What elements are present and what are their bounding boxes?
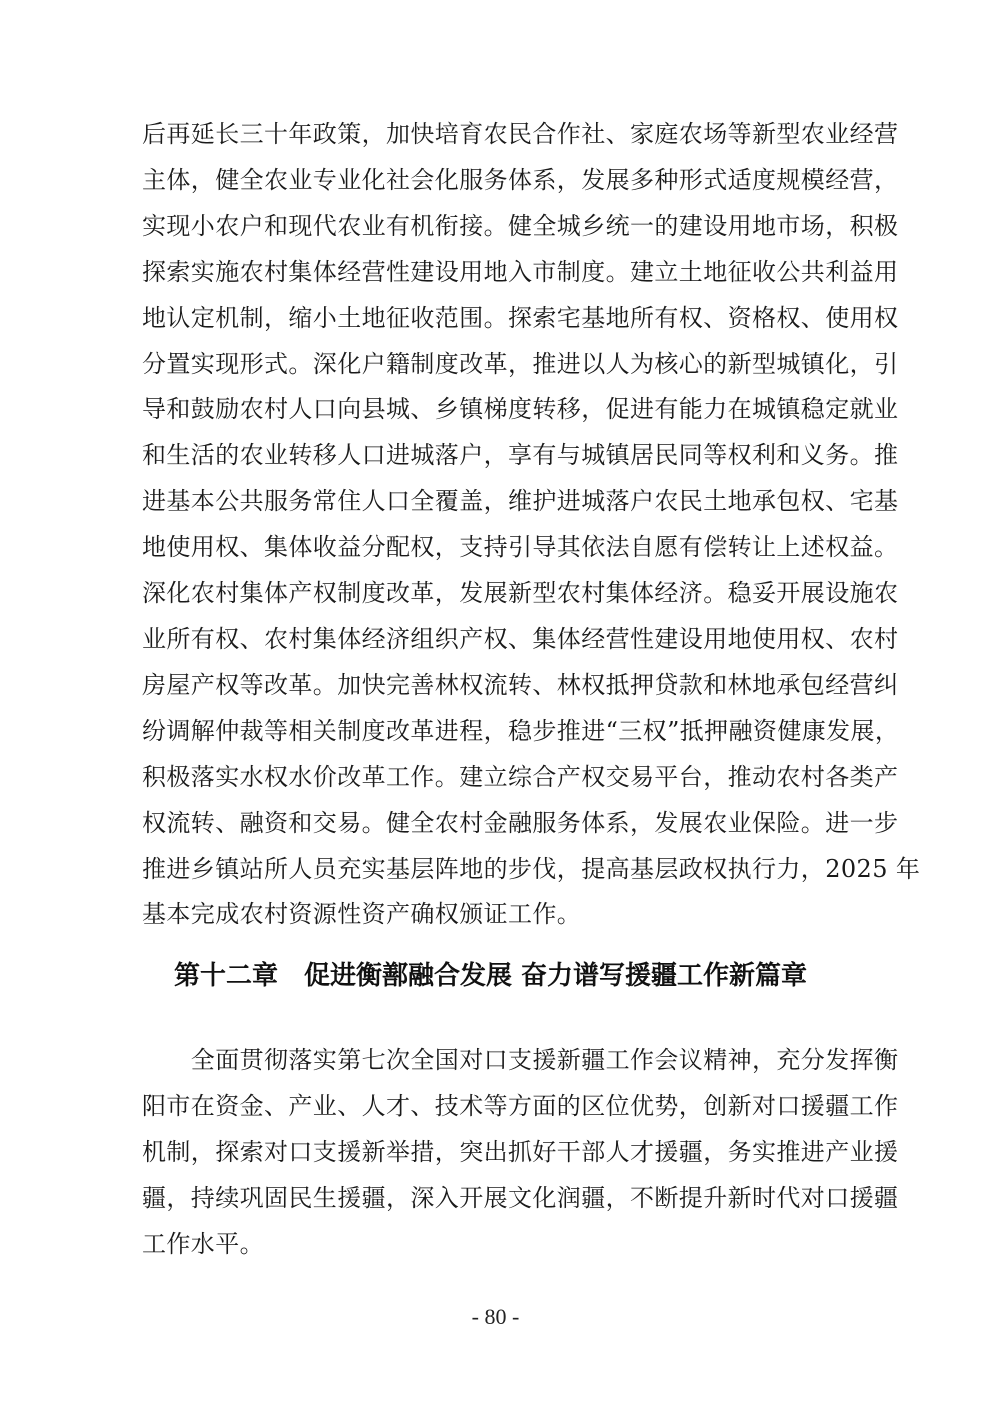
text-line: 实现小农户和现代农业有机衔接。健全城乡统一的建设用地市场，积极 <box>142 211 899 240</box>
text-line: 推进乡镇站所人员充实基层阵地的步伐，提高基层政权执行力，2025 年 <box>142 854 921 883</box>
text-line: 疆，持续巩固民生援疆，深入开展文化润疆，不断提升新时代对口援疆 <box>142 1183 899 1212</box>
text-line: 积极落实水权水价改革工作。建立综合产权交易平台，推动农村各类产 <box>142 762 899 791</box>
text-line: 阳市在资金、产业、人才、技术等方面的区位优势，创新对口援疆工作 <box>142 1091 899 1120</box>
text-line: 进基本公共服务常住人口全覆盖，维护进城落户农民土地承包权、宅基 <box>142 487 899 516</box>
paragraph-rural-reform <box>142 112 921 938</box>
text-line: 导和鼓励农村人口向县城、乡镇梯度转移，促进有能力在城镇稳定就业 <box>142 395 899 424</box>
text-line: 后再延长三十年政策，加快培育农民合作社、家庭农场等新型农业经营 <box>142 120 899 148</box>
text-line: 工作水平。 <box>142 1229 264 1258</box>
chapter-heading: 第十二章 促进衡鄯融合发展 奋力谱写援疆工作新篇章 <box>174 961 808 991</box>
text-line: 探索实施农村集体经营性建设用地入市制度。建立土地征收公共利益用 <box>142 257 899 286</box>
text-line: 房屋产权等改革。加快完善林权流转、林权抵押贷款和林地承包经营纠 <box>142 670 899 699</box>
text-line: 地使用权、集体收益分配权，支持引导其依法自愿有偿转让上述权益。 <box>142 533 899 562</box>
paragraph-xinjiang-aid <box>142 1038 899 1268</box>
text-line: 纷调解仲裁等相关制度改革进程，稳步推进“三权”抵押融资健康发展， <box>142 716 900 745</box>
text-line: 机制，探索对口支援新举措，突出抓好干部人才援疆，务实推进产业援 <box>142 1137 899 1166</box>
text-line: 基本完成农村资源性资产确权颁证工作。 <box>142 900 582 929</box>
text-line: 权流转、融资和交易。健全农村金融服务体系，发展农业保险。进一步 <box>142 808 899 837</box>
text-line: 业所有权、农村集体经济组织产权、集体经营性建设用地使用权、农村 <box>142 624 899 653</box>
text-line: 和生活的农业转移人口进城落户，享有与城镇居民同等权利和义务。推 <box>142 441 899 470</box>
page-number: - 80 - <box>471 1304 520 1329</box>
text-line: 分置实现形式。深化户籍制度改革，推进以人为核心的新型城镇化，引 <box>142 349 899 378</box>
text-line: 全面贯彻落实第七次全国对口支援新疆工作会议精神，充分发挥衡 <box>142 1046 899 1074</box>
text-line: 地认定机制，缩小土地征收范围。探索宅基地所有权、资格权、使用权 <box>142 303 899 332</box>
text-line: 深化农村集体产权制度改革，发展新型农村集体经济。稳妥开展设施农 <box>142 579 899 608</box>
text-line: 主体，健全农业专业化社会化服务体系，发展多种形式适度规模经营， <box>142 165 899 194</box>
